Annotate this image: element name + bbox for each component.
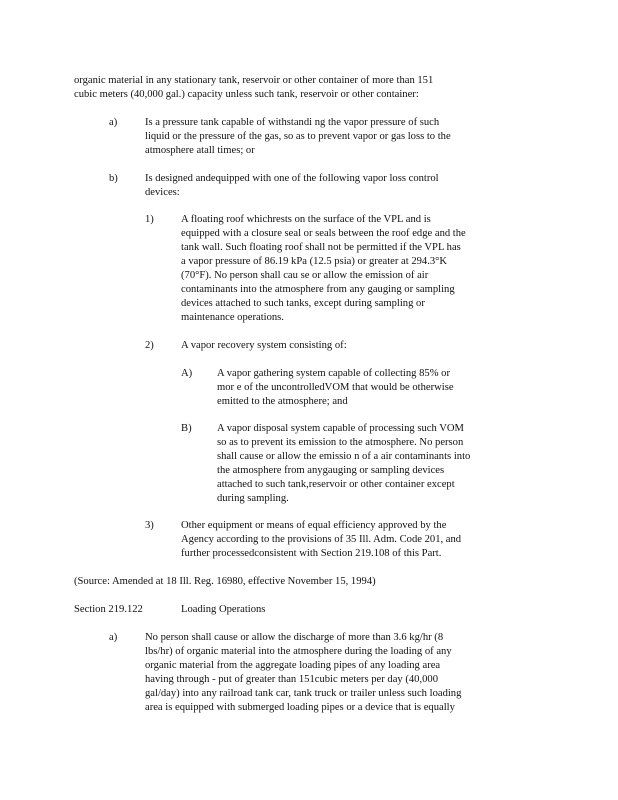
item-b1-line: contaminants into the atmosphere from any gauging or sampling (181, 284, 455, 295)
item-b1-line: (70°F). No person shall cau se or allow the emission of air (181, 270, 429, 281)
section-number: Section 219.122 (74, 604, 143, 615)
item-b1-line: tank wall. Such floating roof shall not be permitted if the VPL has (181, 242, 461, 253)
section-item-a-line: gal/day) into any railroad tank car, tank truck or trailer unless such loading (145, 688, 462, 699)
item-b1-line: a vapor pressure of 86.19 kPa (12.5 psia) or greater at 294.3°K (181, 256, 448, 267)
item-b2a-label: A) (181, 368, 193, 379)
item-b1-line: A floating roof whichrests on the surface of the VPL and is (181, 214, 431, 225)
item-b-label: b) (109, 173, 118, 184)
item-a-line: atmosphere atall times; or (145, 145, 255, 156)
item-b2b-line: the atmosphere from anygauging or sampling devices (217, 465, 445, 476)
section-item-a-line: organic material from the aggregate loading pipes of any loading area (145, 660, 441, 671)
item-b2b-label: B) (181, 423, 192, 434)
intro-line: cubic meters (40,000 gal.) capacity unless such tank, reservoir or other container: (74, 89, 419, 100)
item-b2b-line: A vapor disposal system capable of processing such VOM (217, 423, 464, 434)
section-item-a-label: a) (109, 632, 118, 643)
section-title: Loading Operations (181, 604, 266, 615)
section-item-a-line: No person shall cause or allow the discharge of more than 3.6 kg/hr (8 (145, 632, 444, 643)
item-b2b-line: shall cause or allow the emissio n of a air contaminants into (217, 451, 471, 462)
item-b2a-line: emitted to the atmosphere; and (217, 396, 348, 407)
item-b-line: devices: (145, 187, 180, 198)
item-a-line: liquid or the pressure of the gas, so as to prevent vapor or gas loss to the (145, 131, 451, 142)
item-b3-line: Other equipment or means of equal efficiency approved by the (181, 520, 447, 531)
item-b1-label: 1) (145, 214, 154, 225)
item-b2a-line: mor e of the uncontrolledVOM that would be otherwise (217, 382, 454, 393)
intro-line: organic material in any stationary tank, reservoir or other container of more than 151 (74, 75, 434, 86)
item-b2a-line: A vapor gathering system capable of collecting 85% or (217, 368, 450, 379)
item-b3-line: further processedconsistent with Section 219.108 of this Part. (181, 548, 442, 559)
item-a-line: Is a pressure tank capable of withstandi ng the vapor pressure of such (145, 117, 440, 128)
item-b-line: Is designed andequipped with one of the following vapor loss control (145, 173, 439, 184)
item-b1-line: maintenance operations. (181, 312, 284, 323)
item-b1-line: equipped with a closure seal or seals between the roof edge and the (181, 228, 466, 239)
section-item-a-line: area is equipped with submerged loading pipes or a device that is equally (145, 702, 455, 713)
source-note: (Source: Amended at 18 Ill. Reg. 16980, effective November 15, 1994) (74, 576, 376, 587)
item-b1-line: devices attached to such tanks, except during sampling or (181, 298, 425, 309)
item-b3-line: Agency according to the provisions of 35 Ill. Adm. Code 201, and (181, 534, 462, 545)
item-b2-label: 2) (145, 340, 154, 351)
item-b3-label: 3) (145, 520, 154, 531)
item-b2-line: A vapor recovery system consisting of: (181, 340, 347, 351)
item-b2b-line: so as to prevent its emission to the atmosphere. No person (217, 437, 464, 448)
section-item-a-line: lbs/hr) of organic material into the atmosphere during the loading of any (145, 646, 452, 657)
item-b2b-line: during sampling. (217, 493, 289, 504)
item-b2b-line: attached to such tank,reservoir or other container except (217, 479, 455, 490)
item-a-label: a) (109, 117, 118, 128)
section-item-a-line: having through - put of greater than 151cubic meters per day (40,000 (145, 674, 439, 685)
